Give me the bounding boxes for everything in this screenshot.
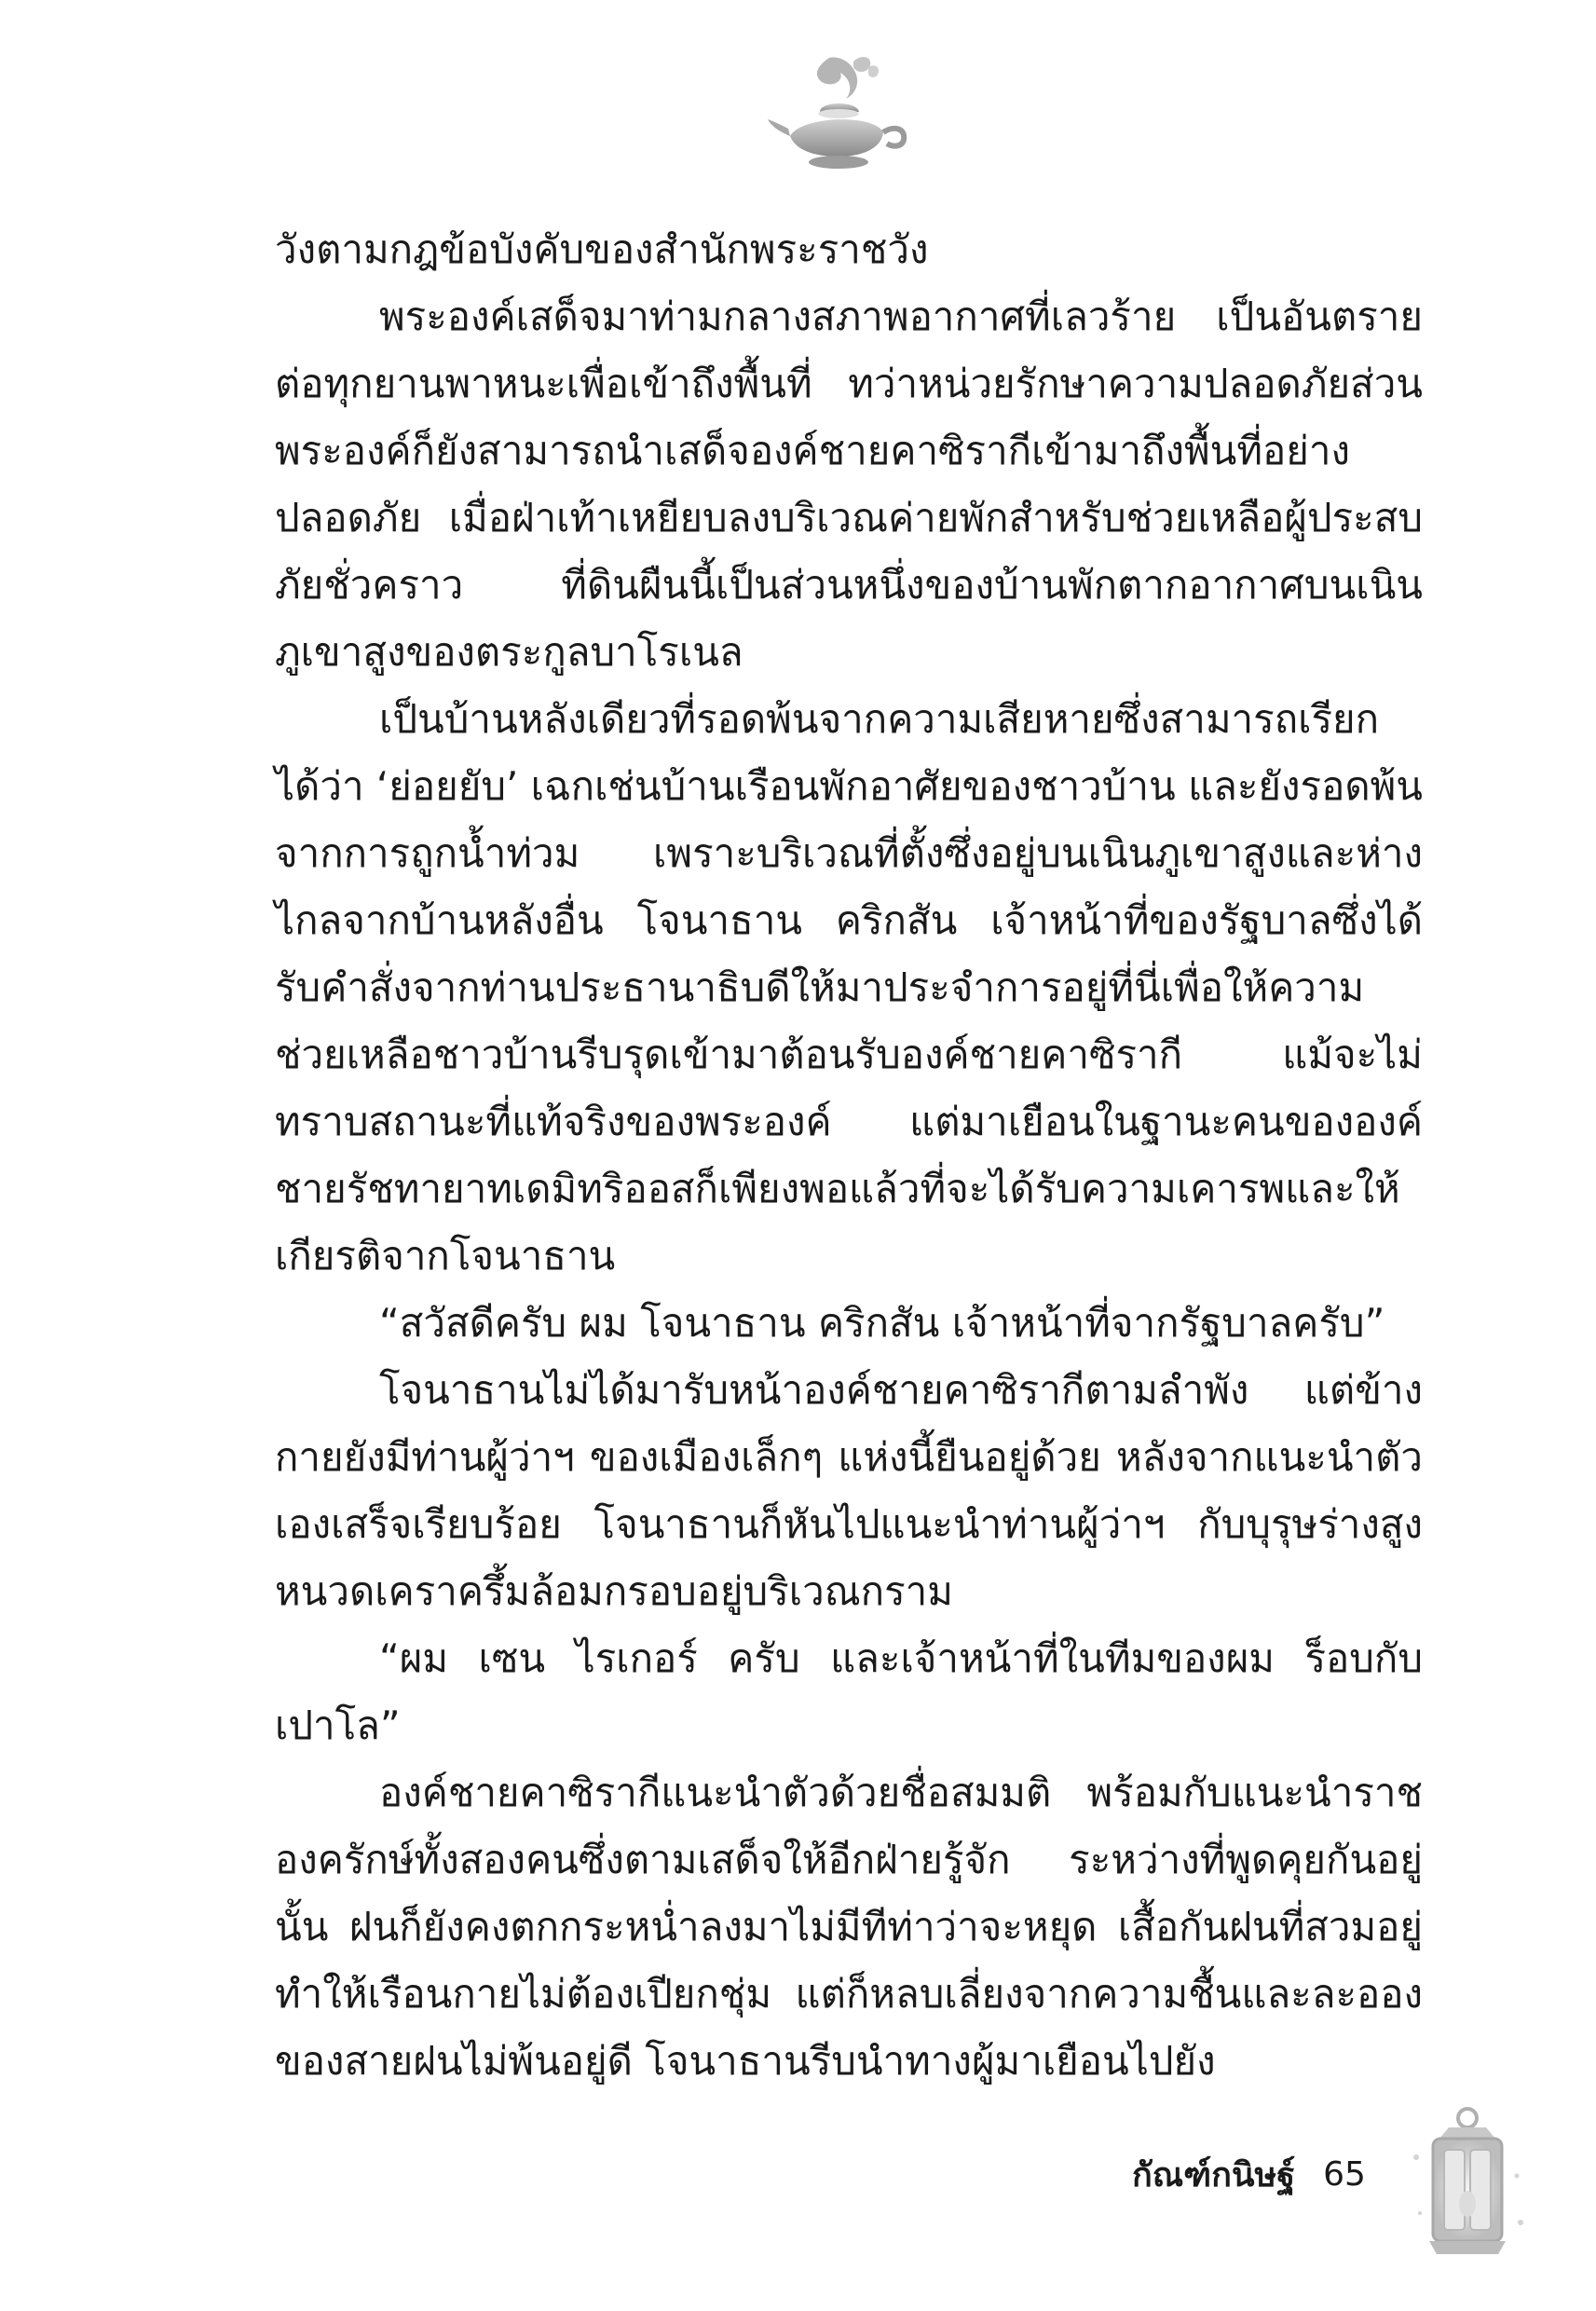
body-text [275, 216, 1423, 2095]
page-footer [1132, 2141, 1366, 2207]
book-title: กัณฑ์กนิษฐ์ [1132, 2155, 1296, 2195]
paragraph-1: วังตามกฎข้อบังคับของสำนักพระราชวัง [275, 226, 929, 272]
paragraph-3: เป็นบ้านหลังเดียวที่รอดพ้นจากความเสียหายซึ่งสามารถเรียกได้ว่า ‘ย่อยยับ’ เฉกเช่นบ้านเรือนพักอาศัยของชาวบ้าน และยังรอดพ้นจากการถูกน้ำท่วม เพราะบริเวณที่ตั้งซึ่งอยู่บนเนินภูเขาสูงและห่างไกลจากบ้านหลังอื่น โจนาธาน คริกสัน เจ้าหน้าที่ของรัฐบาลซึ่งได้รับคำสั่งจากท่านประธานาธิบดีให้มาประจำการอยู่ที่นี่เพื่อให้ความช่วยเหลือชาวบ้านรีบรุดเข้ามาต้อนรับองค์ชายคาซิรากี แม้จะไม่ทราบสถานะที่แท้จริงของพระองค์ แต่มาเยือนในฐานะคนขององค์ชายรัชทายาทเดมิทริออสก็เพียงพอแล้วที่จะได้รับความเคารพและให้เกียรติจากโจนาธาน [275, 696, 1424, 1279]
genie-lamp-icon [764, 47, 913, 177]
paragraph-6: “ผม เซน ไรเกอร์ ครับ และเจ้าหน้าที่ในทีมของผม ร็อบกับเปาโล” [275, 1635, 1423, 1748]
paragraph-4: “สวัสดีครับ ผม โจนาธาน คริกสัน เจ้าหน้าที่จากรัฐบาลครับ” [379, 1300, 1385, 1346]
paragraph-5: โจนาธานไม่ได้มารับหน้าองค์ชายคาซิรากีตามลำพัง แต่ข้างกายยังมีท่านผู้ว่าฯ ของเมืองเล็กๆ แห่งนี้ยืนอยู่ด้วย หลังจากแนะนำตัวเองเสร็จเรียบร้อย โจนาธานก็หันไปแนะนำท่านผู้ว่าฯ กับบุรุษร่างสูงหนวดเคราครึ้มล้อมกรอบอยู่บริเวณกราม [275, 1367, 1423, 1614]
paragraph-7: องค์ชายคาซิรากีแนะนำตัวด้วยชื่อสมมติ พร้อมกับแนะนำราชองครักษ์ทั้งสองคนซึ่งตามเสด็จให้อีกฝ่ายรู้จัก ระหว่างที่พูดคุยกันอยู่นั้น ฝนก็ยังคงตกกระหน่ำลงมาไม่มีทีท่าว่าจะหยุด เสื้อกันฝนที่สวมอยู่ทำให้เรือนกายไม่ต้องเปียกชุ่ม แต่ก็หลบเลี่ยงจากความชื้นและละอองของสายฝนไม่พ้นอยู่ดี โจนาธานรีบนำทางผู้มาเยือนไปยัง [275, 1770, 1423, 2084]
paragraph-2: พระองค์เสด็จมาท่ามกลางสภาพอากาศที่เลวร้าย เป็นอันตรายต่อทุกยานพาหนะเพื่อเข้าถึงพื้นที่ ทว่าหน่วยรักษาความปลอดภัยส่วนพระองค์ก็ยังสามารถนำเสด็จองค์ชายคาซิรากีเข้ามาถึงพื้นที่อย่างปลอดภัย เมื่อฝ่าเท้าเหยียบลงบริเวณค่ายพักสำหรับช่วยเหลือผู้ประสบภัยชั่วคราว ที่ดินผืนนี้เป็นส่วนหนึ่งของบ้านพักตากอากาศบนเนินภูเขาสูงของตระกูลบาโรเนล [275, 294, 1423, 675]
page-number: 65 [1323, 2154, 1366, 2194]
lantern-icon [1398, 2101, 1537, 2269]
